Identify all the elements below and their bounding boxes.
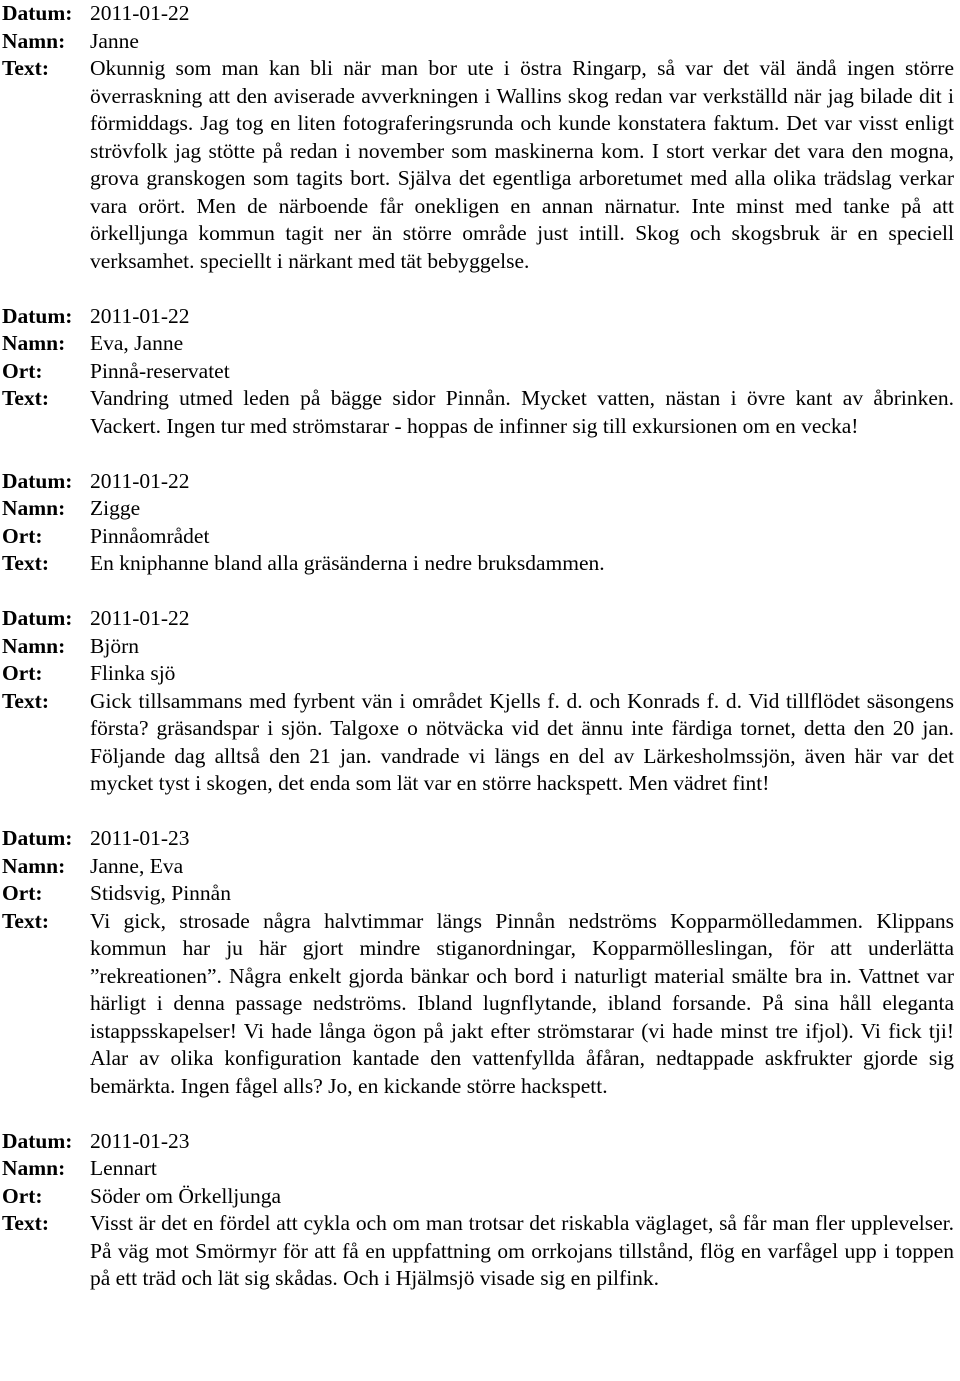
- date-row: [2, 468, 954, 496]
- place-value: Pinnåområdet: [90, 523, 210, 548]
- place-label: Ort:: [2, 1183, 43, 1208]
- place-row: [2, 660, 954, 688]
- entry-5: [2, 825, 954, 1100]
- name-row: [2, 853, 954, 881]
- place-row: [2, 358, 954, 386]
- text-value: Vi gick, strosade några halvtimmar längs Pinnån nedströms Kopparmölledammen. Klippans kommun har ju här gjort mindre stiganordningar, Kopparmölleslingan, för att underlätta ”rekreationen”. Några enkelt gjorda bänkar och bord i naturligt material smälte bra in. Vattnet var härligt i denna passage nedströms. Ibland lugnflytande, ibland forsande. På sina håll eleganta istappsskapelser! Vi hade långa ögon på jakt efter strömstarar (vi hade minst tre ifjol). Vi fick tji! Alar av olika konfiguration kantade den vattenfyllda åfåran, nedtappade askfrukter gjorde sig bemärkta. Ingen fågel alls? Jo, en kickande större hackspett.: [90, 908, 954, 1098]
- name-label: Namn:: [2, 331, 66, 355]
- text-row: [2, 550, 954, 578]
- date-label: Datum:: [2, 1128, 73, 1153]
- text-row: [2, 55, 954, 275]
- name-row: [2, 330, 954, 358]
- name-label: Namn:: [2, 1156, 66, 1180]
- place-value: Stidsvig, Pinnån: [90, 881, 231, 905]
- place-label: Ort:: [2, 358, 43, 383]
- name-value: Eva, Janne: [90, 331, 184, 355]
- place-value: Söder om Örkelljunga: [90, 1183, 282, 1208]
- text-value: Vandring utmed leden på bägge sidor Pinnån. Mycket vatten, nästan i övre kant av åbrinken. Vackert. Ingen tur med strömstarar - hoppas de infinner sig till exkursionen om en vecka!: [90, 386, 954, 438]
- text-value: En kniphanne bland alla gräsänderna i nedre bruksdammen.: [90, 551, 605, 575]
- name-label: Namn:: [2, 496, 66, 520]
- place-row: [2, 880, 954, 908]
- text-value: Gick tillsammans med fyrbent vän i området Kjells f. d. och Konrads f. d. Vid tillflödet säsongens första? gräsandspar i sjön. Talgoxe o nötväcka vid det ännu inte färdiga tornet, detta den 20 jan. Följande dag alltså den 21 jan. vandrade vi längs en del av Lärkesholmssjön, även här var det mycket tyst i skogen, det enda som lät var en större hackspett. Men vädret fint!: [90, 688, 954, 795]
- date-value: 2011-01-22: [90, 606, 190, 630]
- name-label: Namn:: [2, 633, 66, 658]
- name-label: Namn:: [2, 853, 66, 878]
- entry-1: [2, 0, 954, 275]
- entry-spacer: [2, 440, 954, 468]
- text-value: Okunnig som man kan bli när man bor ute i östra Ringarp, så var det väl ändå ingen större överraskning att den aviserade avverkningen i Wallins skog redan var verkställd när jag bilade dit i förmiddags. Jag tog en liten fotograferingsrunda och kunde konstatera faktum. Det var visst enligt strövfolk jag stötte på redan i november som maskinerna kom. I stort verkar det vara den mogna, grova granskogen som tagits bort. Själva det egentliga arboretumet med alla olika trädslag verkar vara orört. Men de närboende får onekligen en annan närnatur. Inte minst med tanke på att örkelljunga kommun tagit ner än större område just intill. Skog och skogsbruk är en speciell verksamhet. speciellt i närkant med tät bebyggelse.: [90, 56, 954, 273]
- text-row: [2, 385, 954, 440]
- name-row: [2, 495, 954, 523]
- text-label: Text:: [2, 56, 49, 80]
- entry-3: [2, 468, 954, 578]
- text-row: [2, 688, 954, 798]
- date-label: Datum:: [2, 468, 73, 493]
- name-row: [2, 633, 954, 661]
- text-label: Text:: [2, 688, 49, 713]
- date-row: [2, 605, 954, 633]
- place-label: Ort:: [2, 661, 43, 685]
- date-value: 2011-01-23: [90, 1128, 190, 1153]
- name-value: Björn: [90, 633, 139, 658]
- entry-spacer: [2, 275, 954, 303]
- entry-spacer: [2, 578, 954, 606]
- name-value: Zigge: [90, 496, 141, 520]
- text-label: Text:: [2, 1211, 49, 1235]
- date-value: 2011-01-22: [90, 303, 190, 328]
- name-value: Lennart: [90, 1156, 157, 1180]
- date-value: 2011-01-23: [90, 826, 190, 850]
- date-value: 2011-01-22: [90, 468, 190, 493]
- date-label: Datum:: [2, 1, 73, 25]
- name-value: Janne, Eva: [90, 853, 184, 878]
- text-row: [2, 908, 954, 1101]
- date-label: Datum:: [2, 606, 73, 630]
- date-row: [2, 0, 954, 28]
- entry-6: [2, 1128, 954, 1293]
- place-label: Ort:: [2, 881, 43, 905]
- place-label: Ort:: [2, 523, 43, 548]
- place-row: [2, 1183, 954, 1211]
- entry-spacer: [2, 798, 954, 826]
- date-label: Datum:: [2, 303, 73, 328]
- text-value: Visst är det en fördel att cykla och om man trotsar det riskabla väglaget, så får man fler upplevelser. På väg mot Smörmyr för att få en uppfattning om orrkojans tillstånd, flög en varfågel upp i toppen på ett träd och lät sig skådas. Och i Hjälmsjö visade sig en pilfink.: [90, 1211, 954, 1290]
- date-row: [2, 1128, 954, 1156]
- date-row: [2, 303, 954, 331]
- text-label: Text:: [2, 386, 49, 410]
- text-label: Text:: [2, 551, 49, 575]
- place-value: Pinnå-reservatet: [90, 358, 230, 383]
- name-label: Namn:: [2, 28, 66, 53]
- text-row: [2, 1210, 954, 1293]
- name-row: [2, 28, 954, 56]
- date-value: 2011-01-22: [90, 1, 190, 25]
- name-row: [2, 1155, 954, 1183]
- text-label: Text:: [2, 908, 49, 933]
- date-label: Datum:: [2, 826, 73, 850]
- date-row: [2, 825, 954, 853]
- entry-4: [2, 605, 954, 798]
- name-value: Janne: [90, 28, 139, 53]
- place-value: Flinka sjö: [90, 661, 176, 685]
- entry-spacer: [2, 1100, 954, 1128]
- place-row: [2, 523, 954, 551]
- entry-2: [2, 303, 954, 441]
